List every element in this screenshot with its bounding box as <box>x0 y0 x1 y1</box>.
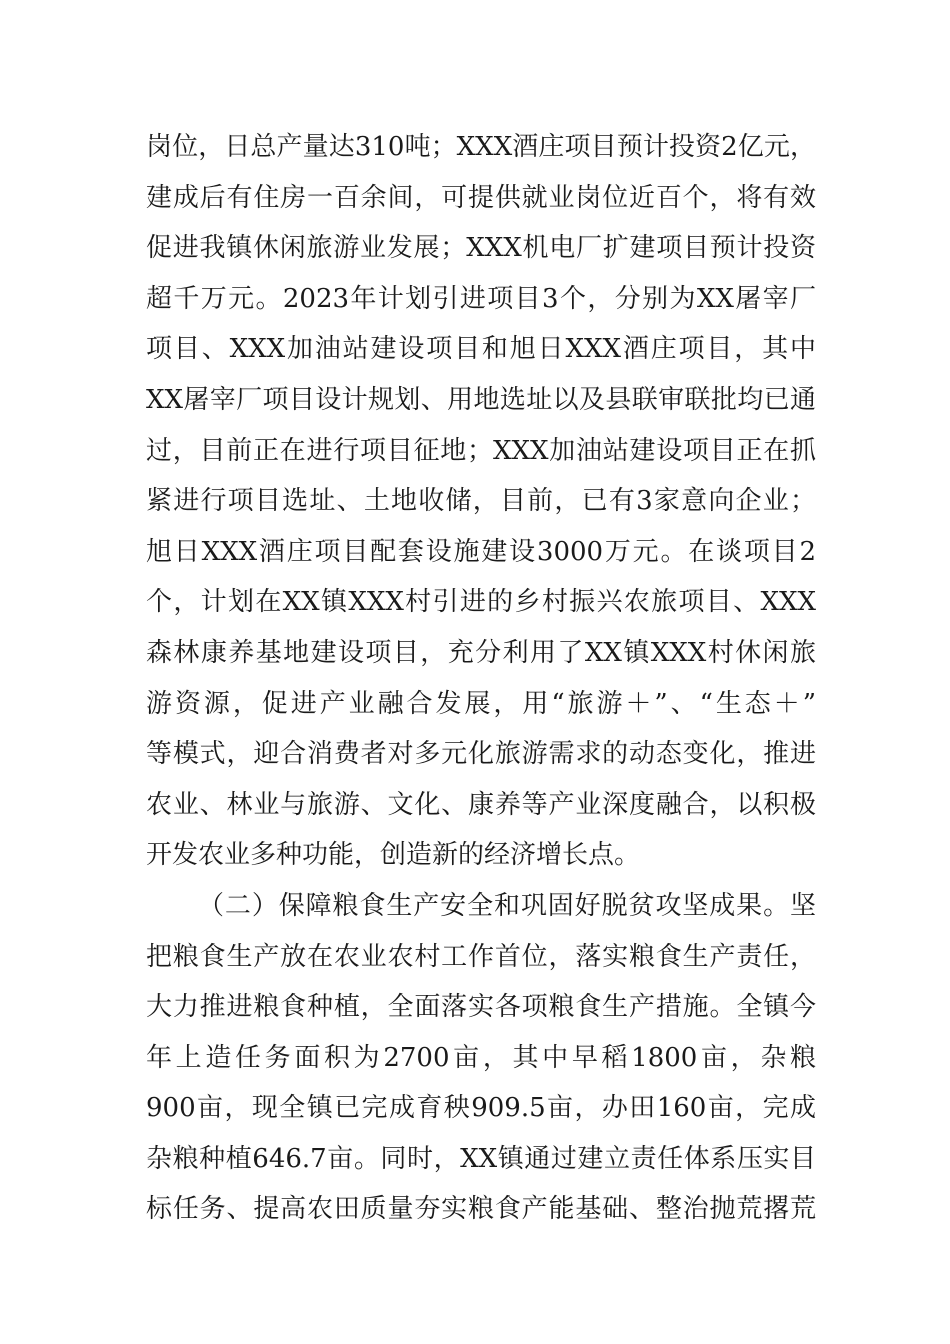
text-line: 游资源，促进产业融合发展，用“旅游＋”、“生态＋” <box>146 688 816 719</box>
text-line: 促进我镇休闲旅游业发展；XXX机电厂扩建项目预计投资 <box>146 233 816 264</box>
text-line: 个，计划在XX镇XXX村引进的乡村振兴农旅项目、XXX <box>146 587 816 618</box>
text-line: 建成后有住房一百余间，可提供就业岗位近百个，将有效 <box>146 182 816 213</box>
text-line: 900亩，现全镇已完成育秧909.5亩，办田160亩，完成 <box>146 1093 816 1124</box>
text-line: 农业、林业与旅游、文化、康养等产业深度融合，以积极 <box>146 789 816 820</box>
text-line: 等模式，迎合消费者对多元化旅游需求的动态变化，推进 <box>146 739 816 770</box>
text-line: 年上造任务面积为2700亩，其中早稻1800亩，杂粮 <box>146 1042 816 1073</box>
text-line: 超千万元。2023年计划引进项目3个，分别为XX屠宰厂 <box>146 283 816 314</box>
text-line: 杂粮种植646.7亩。同时，XX镇通过建立责任体系压实目 <box>146 1143 816 1174</box>
text-line: 大力推进粮食种植，全面落实各项粮食生产措施。全镇今 <box>146 992 816 1023</box>
paragraph-last-line: 开发农业多种功能，创造新的经济增长点。 <box>146 840 641 871</box>
text-line: 标任务、提高农田质量夯实粮食产能基础、整治抛荒撂荒 <box>146 1194 816 1225</box>
text-line: 岗位，日总产量达310吨；XXX酒庄项目预计投资2亿元， <box>146 132 816 162</box>
text-line: 紧进行项目选址、土地收储，目前，已有3家意向企业； <box>146 486 816 517</box>
text-line: 森林康养基地建设项目，充分利用了XX镇XXX村休闲旅 <box>146 637 816 668</box>
text-line: 旭日XXX酒庄项目配套设施建设3000万元。在谈项目2 <box>146 536 816 567</box>
body-text <box>146 122 816 1235</box>
text-line: 把粮食生产放在农业农村工作首位，落实粮食生产责任， <box>146 941 816 972</box>
section-heading-line: （二）保障粮食生产安全和巩固好脱贫攻坚成果。坚 <box>198 890 816 921</box>
text-line: 项目、XXX加油站建设项目和旭日XXX酒庄项目，其中 <box>146 334 816 365</box>
text-line: 过，目前正在进行项目征地；XXX加油站建设项目正在抓 <box>146 435 816 466</box>
text-line: XX屠宰厂项目设计规划、用地选址以及县联审联批均已通 <box>146 384 816 415</box>
